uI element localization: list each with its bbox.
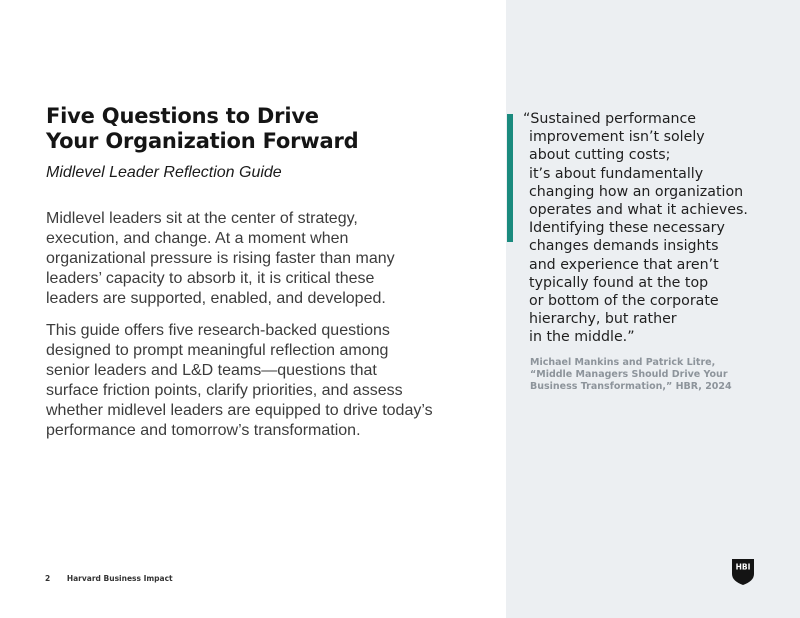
attribution-line: Business Transformation,” HBR, 2024 — [530, 381, 732, 392]
paragraph-line: organizational pressure is rising faster than many — [46, 250, 395, 267]
paragraph-line: execution, and change. At a moment when — [46, 230, 349, 247]
quote-line: it’s about fundamentally — [529, 165, 704, 182]
title-line: Your Organization Forward — [46, 129, 359, 153]
svg-text:HBI: HBI — [735, 562, 751, 572]
quote-line: hierarchy, but rather — [529, 311, 677, 328]
quote-line: Identifying these necessary — [529, 220, 725, 237]
paragraph-line: senior leaders and L&D teams—questions that — [46, 362, 377, 379]
quote-line: improvement isn’t solely — [529, 129, 705, 146]
paragraph-line: whether midlevel leaders are equipped to drive today’s — [46, 402, 433, 419]
quote-line: about cutting costs; — [529, 147, 671, 164]
page-title — [46, 104, 466, 154]
intro-paragraph-1 — [46, 209, 446, 309]
paragraph-line: performance and tomorrow’s transformation. — [46, 422, 361, 439]
page-footer — [45, 574, 173, 583]
quote-line: in the middle.” — [529, 329, 635, 346]
page-subtitle: Midlevel Leader Reflection Guide — [46, 164, 282, 181]
quote-line: operates and what it achieves. — [529, 202, 748, 219]
quote-line: changing how an organization — [529, 183, 744, 200]
intro-paragraph-2 — [46, 321, 446, 441]
quote-line: typically found at the top — [529, 274, 709, 291]
publisher-name: Harvard Business Impact — [66, 574, 173, 583]
paragraph-line: designed to prompt meaningful reflection among — [46, 342, 389, 359]
paragraph-line: This guide offers five research-backed questions — [46, 322, 390, 339]
quote-accent-bar — [507, 114, 513, 242]
page-number: 2 — [45, 574, 51, 583]
quote-line: and experience that aren’t — [529, 256, 719, 273]
attribution-line: Michael Mankins and Patrick Litre, — [530, 357, 716, 368]
paragraph-line: surface friction points, clarify priorities, and assess — [46, 382, 403, 399]
hbi-shield-icon — [731, 558, 755, 586]
quote-attribution — [530, 357, 732, 393]
quote-line: “Sustained performance — [523, 111, 697, 127]
attribution-line: “Middle Managers Should Drive Your — [530, 369, 728, 380]
quote-line: or bottom of the corporate — [529, 293, 719, 310]
paragraph-line: leaders’ capacity to absorb it, it is critical these — [46, 270, 375, 287]
paragraph-line: Midlevel leaders sit at the center of strategy, — [46, 210, 358, 227]
paragraph-line: leaders are supported, enabled, and developed. — [46, 290, 386, 307]
pull-quote — [523, 110, 793, 347]
quote-line: changes demands insights — [529, 238, 719, 255]
title-line: Five Questions to Drive — [46, 104, 319, 128]
